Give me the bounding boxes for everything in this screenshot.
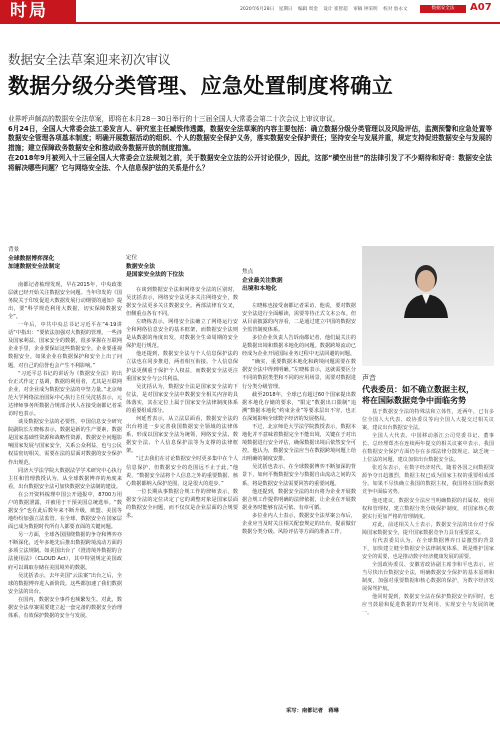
header-divider (0, 22, 500, 24)
body-paragraph: 吴沈括认为，数据安全法是国家安全法的下位法，是对国家安全法中数据安全相关内容的具体落实，其在定位上属于国家安全法律制度体系的重要组成部分。 (126, 383, 238, 414)
masthead-info (240, 6, 408, 12)
body-paragraph: 左晓栋也接受南都记者采访，他说，要对数据安全法进行全面解读，需要等待正式文本公布。但从目前披露的内容看，二是通过建立中国的数据安全监管制度体系。 (242, 302, 356, 334)
section-label: 时局 (0, 0, 76, 22)
body-paragraph: 在公开资料梳理中国公开通报中，8700万用户的数据泄露，并被用于干预美国总统选举。“数据安全”也在此后数年来不断升级，欧盟、美国等地纷纷加强立法监管。在全球，数据安全在国家层面已成为数据时代所有人都要直面的关键问题。 (8, 491, 122, 531)
section-kicker (126, 254, 238, 280)
voice-headline: 代表委员：如不确立数据主权， 将在国际数据竞争中面临劣势 (362, 385, 474, 405)
body-paragraph: 他同时提到，数据安全法在保护数据安全的同时，也应当鼓励和促进数据的开发利用，实现安全与发展的统一。 (362, 594, 494, 617)
body-paragraph: 另一方面，全球各国围绕数据的争夺和博弈亦不断深化，近年多地先后推出数据跨境流动方面的多项立法规制。如美国出台了《澄清境外数据的合法使用法》（CLOUD Act），其中特别规定美国政府可以调取存储在美国境外的数据。 (8, 532, 122, 571)
kicker-label: 背景 (8, 247, 20, 253)
body-paragraph: “确实，重要数据本地化和跨境问题需要在数据安全法中得到明确。”左晓栋表示，这就需要区分不同的数据类型和不同的应用场景，需要对数据进行分类分级管理。 (242, 359, 356, 390)
body-paragraph: “过去我们在讨论数据安全时更多集中在个人信息保护，但数据安全的范围远不止于此。”他说，“数据安全法将个人信息之外的重要数据、核心数据都纳入保护范围，这是很大的进步。” (126, 456, 238, 487)
voice-section-label: 声音 (362, 374, 376, 382)
kicker-heading: 全球数据博弈深化 (8, 255, 55, 262)
body-paragraph: 左晓栋表示，网络安全法确立了网络运行安全和网络信息安全的基本框架，而数据安全法则是从数据的角度出发，对数据全生命周期的安全保护进行规范。 (126, 319, 238, 350)
body-paragraph: 吴沈括也表示，在全球数据博弈不断加深的背景下，如何平衡数据安全与数据自由流动之间的关系，将是数据安全法需要回答的重要问题。 (242, 464, 356, 487)
lead-paragraph: 业界呼声颇高的数据安全法草案，即将在本月28－30日举行的十三届全国人大常委会第二十次会议上审议审议。 (8, 115, 340, 123)
body-paragraph: 何延哲表示，从立法层面看，数据安全法的出台将进一步完善我国数据安全领域的法律体系，形成以国家安全法为统领，网络安全法、数据安全法、个人信息保护法等为支撑的法律框架。 (126, 416, 238, 455)
kicker-heading: 加速数据安全法制定 (8, 264, 61, 271)
section-kicker (8, 246, 122, 272)
issue-date: 2020年6月28日 (240, 7, 275, 12)
body-paragraph: 有代表委员认为，在全球数据博弈日益激烈的背景下，加快建立健全数据安全法律制度体系，既是维护国家安全的需要，也是推动数字经济健康发展的需要。 (362, 537, 494, 560)
body-paragraph: 全国人大代表、中国移动浙江公司党委书记、董事长、总经理郑杰在连续两年提交的相关议案中表示，我国在数据安全保护方面仍存在多部法律分散规定、缺乏统一上位法的问题，建议加快出台数据安全法。 (362, 433, 494, 464)
body-paragraph: 全国政协委员、安徽省政协副主席李和平也表示，应当尽快出台数据安全法，明确数据安全保护的基本原则和制度，加强对重要数据和核心数据的保护，为数字经济发展保驾护航。 (362, 561, 494, 593)
column-positioning (126, 246, 238, 520)
body-paragraph: 南都记者梳理发现，早在2015年，中央政策层就已经开始关注数据安全问题。当年印发的《国务院关于印发促进大数据发展行动纲要的通知》提出，要“科学规范利用大数据，切实保障数据安全”。 (8, 281, 122, 321)
emendation-credit: 校对 詹永文 (383, 7, 408, 12)
voice-body (362, 408, 494, 617)
body-paragraph: 一年后，中共中央总书记习近平在“4·19讲话”中指出：“要依法加强对大数据的管理。一些涉及国家利益、国家安全的数据，很多掌握在互联网企业手里，企业要保证这些数据安全。企业要重视数据安全。如果企业在数据保护和安全上出了问题，对自己的信誉也会产生不利影响。” (8, 322, 122, 369)
body-paragraph: 多位企业负责人告诉南都记者，他们最关注的是数据出境和数据本地化的问题。数据跨境流动已经成为企业开展国际业务过程中无法回避的问题。 (242, 335, 356, 358)
topic-badge: 数据安全法 (420, 5, 466, 13)
body-paragraph: 谈及数据安全法的必要性，中国信息安全研究院副院长左晓栋表示，数据是新的生产要素，数据是国家基础性资源和战略性资源，数据安全问题影响国家发展与国家安全，关系公众利益，也与公民权益密切相关，需要在法的层面对数据的安全保护作出规范。 (8, 419, 122, 466)
body-paragraph: 同济大学法学院大数据法学学术研究中心执行主任和管理教授认为，从全球数据博弈的角度来看，出台数据安全法可加快数据安全法制的建设。 (8, 467, 122, 490)
body-paragraph: 不过，北京师范大学法学院教授表示，数据本地化并不意味着数据完全不能出境，关键在于对出境数据进行安全评估，确保数据出境后依然安全可控。他认为，数据安全法应当在数据跨境问题上给出明确的制度安排。 (242, 423, 356, 463)
body-paragraph: 截至2018年，全球已有超过60个国家提出数据本地化存储的要求，“限定”数据出口限制“追溯”数据本地化“约束企业”等要求层出不穷，也正在深刻影响全球数字经济的发展格局。 (242, 391, 356, 422)
byline: 采写：南都记者 蒋琳 (286, 708, 339, 714)
kicker-label: 焦点 (242, 269, 254, 275)
article-title: 数据分级分类管理、应急处置制度将确立 (8, 74, 394, 98)
body-paragraph: 对此，前述相关人士表示，数据安全法的出台对于保障国家数据安全，提升国家数据竞争力具有重要意义。 (362, 521, 494, 536)
body-paragraph: 吴沈括表示，去年美国“云法案”出台之后，全球的数据博弈进入新阶段。这些都加速了我们数据安全法的出台。 (8, 572, 122, 595)
body-paragraph: 基于数据安全法的特殊法和立体性，近两年，已有多位全国人大代表、政协委员等向全国人大提交过相关议案，建议出台数据安全法。 (362, 409, 494, 432)
body-paragraph: 一位长期从事数据合规工作的律师表示，数据安全法的定位决定了它的调整对象是国家层面的数据安全问题，而不仅仅是企业层面的合规要求。 (126, 488, 238, 519)
body-paragraph: 张近东表示，在数字经济时代，随着各国之间数据资源争夺日趋激烈，数据主权已成为国家主权的重要组成部分。如果不尽快确立我国的数据主权，我国将在国际数据竞争中面临劣势。 (362, 465, 494, 496)
section-kicker (242, 268, 356, 294)
kicker-heading: 数据安全法 (126, 263, 155, 270)
page-number: A07 (470, 2, 492, 13)
body-paragraph: “习近平总书记的讲话为《数据安全法》的出台正式作定了基调，数据的利用者，尤其是互联网企业，对企业成为数据安全法的中坚力量。”北京师范大学网络法治国际中心执行主任吴沈括表示，元达律师事务所数据合规部合伙人在接受南都记者采访时也表示。 (8, 370, 122, 418)
page-header (0, 0, 500, 22)
body-paragraph: 他还提到，数据安全法与个人信息保护法的立法也在同步推进，两者相互衔接。个人信息保护法更侧重于保护个人权益，而数据安全法更注重国家安全与公共利益。 (126, 351, 238, 382)
kicker-heading: 是国家安全法的下位法 (126, 272, 184, 279)
kicker-heading: 企业最关注数据 (242, 277, 283, 284)
article-lead (8, 115, 492, 173)
designer-credit: 设计 崔智超 (323, 7, 348, 12)
article-subtitle: 数据安全法草案迎来初次审议 (8, 52, 171, 67)
body-paragraph: 在谈到数据安全法和网络安全法的区别时，吴沈括表示，网络安全法更多关注网络安全，数据安全法更多关注数据安全。两部法律有交叉，但侧重点各有不同。 (126, 286, 238, 318)
editor-credit: 编辑 周金 (297, 7, 318, 12)
lead-paragraph-bold: 在2018年9月被列入十三届全国人大常委会立法规划之前，关于数据安全立法的公开讨论很少，因此，这部“横空出世”的法律引发了不少期待和好奇：数据安全法将解决哪些问题？它与网络安全法、个人信息保护法的关系是什么？ (8, 153, 492, 172)
body-paragraph: 他还建议，数据安全法应当明确数据的归属权、使用权和管理权，建立数据分类分级保护制度，对国家核心数据实行更加严格的管理制度。 (362, 497, 494, 520)
kicker-label: 定位 (126, 255, 138, 261)
column-background (8, 246, 122, 620)
issue-weekday: 星期日 (278, 7, 293, 12)
person-portrait-icon (400, 260, 452, 318)
body-paragraph: 多位业内人士表示，数据安全法草案公布后，企业应当及时关注相关配套规定的出台，提前做好数据分类分级、风险评估等方面的准备工作。 (242, 512, 356, 535)
body-paragraph: 在国内，数据安全事件也频繁发生。对此，数据安全法草案需要建立起一套完备的数据安全治理体系，有效保护数据的安全与发展。 (8, 596, 122, 619)
kicker-heading: 出境和本地化 (242, 286, 277, 293)
photo (362, 246, 494, 366)
column-focus (242, 246, 356, 536)
lead-paragraph-bold: 6月24日，全国人大常委会法工委发言人、研究室主任臧铁伟透露，数据安全法草案的内容主要包括：确立数据分级分类管理以及风险评估，监测预警和应急处置等数据安全管理各项基本制度；明确开展数据活动的组织、个人的数据安全保护义务，落实数据安全保护责任；坚持安全与发展并重，规定支持促进数据安全与发展的措施；建立保障政务数据安全和推动政务数据开放的制度措施。 (8, 124, 492, 153)
proofreader-credit: 审稿 钟采明 (353, 7, 378, 12)
body-paragraph: 他还提到，数据安全法的出台将为企业开展数据合规工作提供明确的法律依据，让企业在开展数据业务时能够有法可依、有章可循。 (242, 488, 356, 511)
